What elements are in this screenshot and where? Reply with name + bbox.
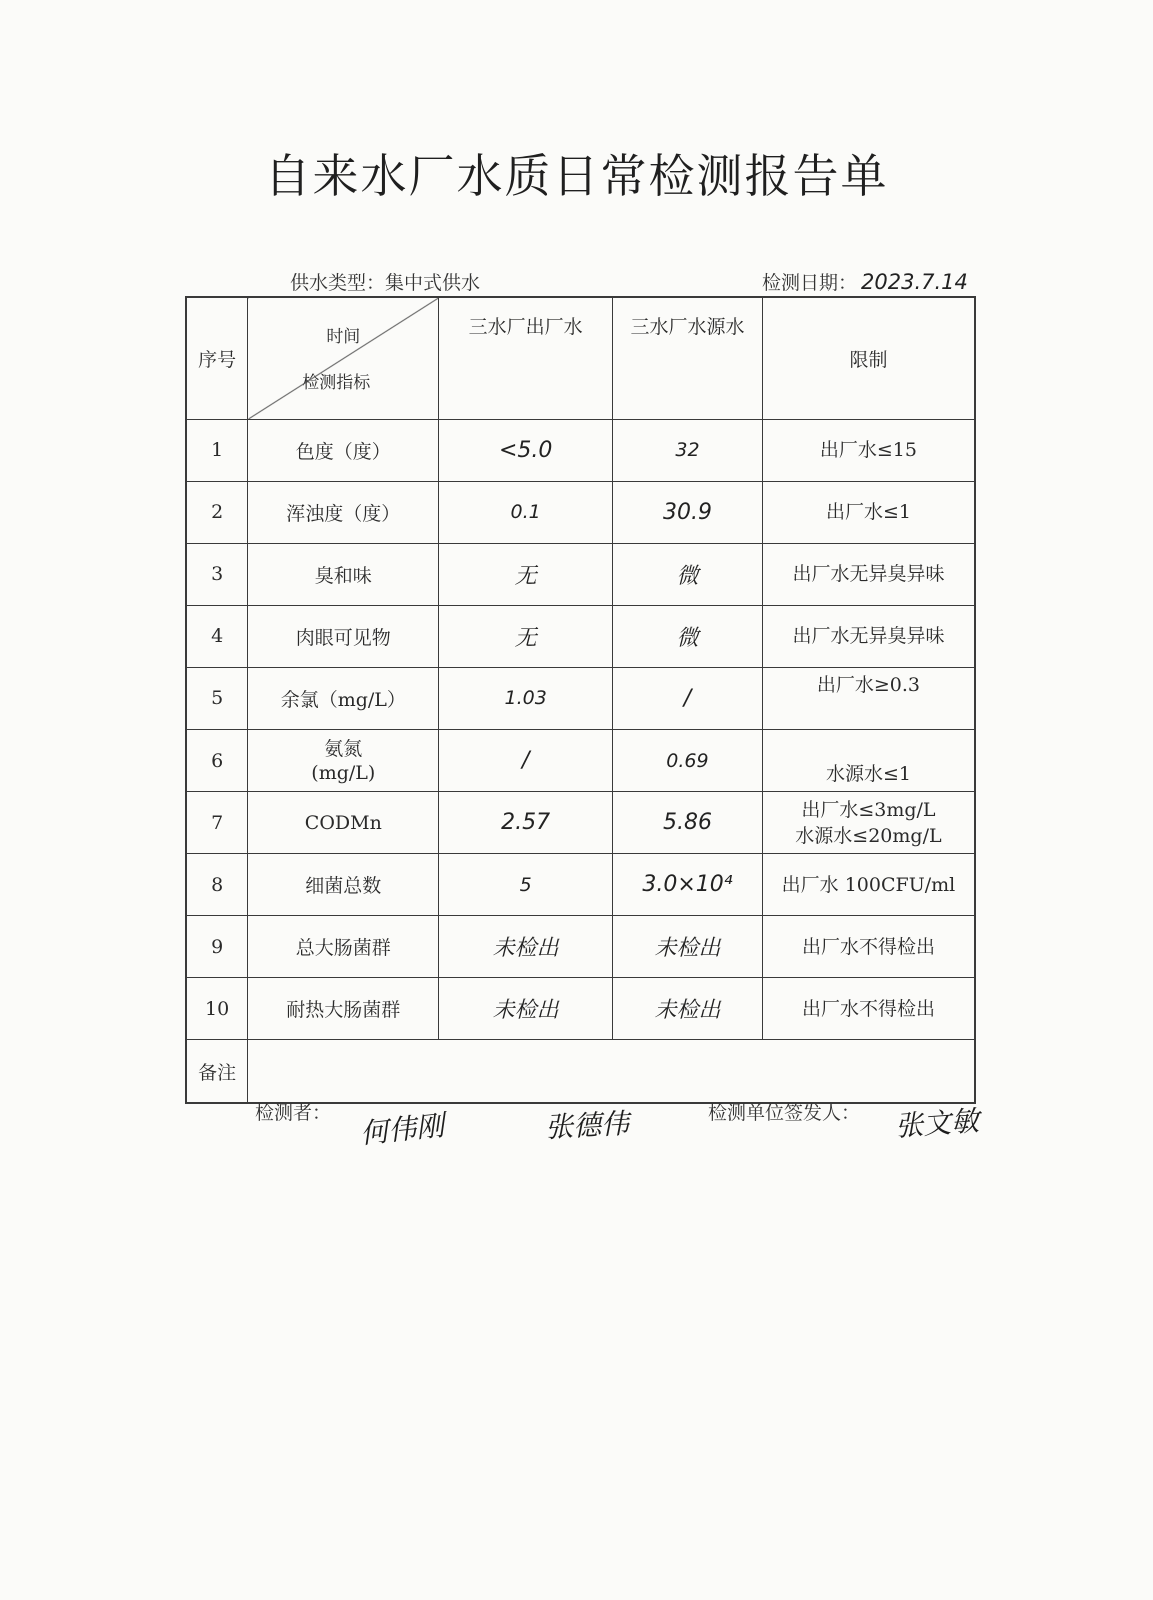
- row-indicator: 臭和味: [248, 543, 439, 605]
- row-src-value: /: [613, 667, 763, 729]
- row-limit-line: 出厂水≤3mg/L: [801, 798, 936, 821]
- row-limit: 出厂水无异臭异味: [762, 605, 975, 667]
- row-src-value: 30.9: [613, 481, 763, 543]
- table-row: [186, 419, 975, 481]
- table-row: [186, 605, 975, 667]
- row-indicator: CODMn: [248, 792, 439, 854]
- row-indicator: 细菌总数: [248, 854, 439, 916]
- header-limit: 限制: [762, 297, 975, 419]
- issuer-signature: 张文敏: [894, 1104, 981, 1143]
- header-col-out: 三水厂出厂水: [439, 297, 613, 419]
- remarks-row: [186, 1040, 975, 1103]
- table-row: [186, 916, 975, 978]
- row-indicator: 总大肠菌群: [248, 916, 439, 978]
- row-no: 9: [186, 916, 248, 978]
- remarks-value: [248, 1040, 975, 1103]
- supply-type: 供水类型：集中式供水: [290, 272, 481, 294]
- remarks-label: 备注: [186, 1040, 248, 1103]
- row-limit: 出厂水不得检出: [762, 916, 975, 978]
- table-row: [186, 854, 975, 916]
- test-date: [762, 268, 968, 295]
- row-indicator: [248, 730, 439, 792]
- row-src-value: 微: [613, 605, 763, 667]
- row-indicator-unit: (mg/L): [311, 761, 376, 784]
- row-src-value: 未检出: [613, 916, 763, 978]
- row-no: 10: [186, 978, 248, 1040]
- row-no: 3: [186, 543, 248, 605]
- row-indicator: 余氯（mg/L）: [248, 667, 439, 729]
- header-col-src: 三水厂水源水: [613, 297, 763, 419]
- issuer-label: 检测单位签发人：: [708, 1102, 861, 1124]
- row-out-value: 未检出: [439, 978, 613, 1040]
- test-date-label: 检测日期：: [762, 272, 858, 294]
- row-out-value: 1.03: [439, 667, 613, 729]
- row-limit: 出厂水不得检出: [762, 978, 975, 1040]
- row-out-value: <5.0: [439, 419, 613, 481]
- row-out-value: 0.1: [439, 481, 613, 543]
- row-out-value: 5: [439, 854, 613, 916]
- report-table: [185, 296, 976, 1104]
- tester-signature-1: 何伟刚: [358, 1108, 446, 1151]
- row-no: 1: [186, 419, 248, 481]
- row-no: 5: [186, 667, 248, 729]
- row-src-value: 微: [613, 543, 763, 605]
- row-src-value: 32: [613, 419, 763, 481]
- row-indicator: 肉眼可见物: [248, 605, 439, 667]
- table-row: [186, 543, 975, 605]
- header-no: 序号: [186, 297, 248, 419]
- row-src-value: 未检出: [613, 978, 763, 1040]
- row-limit: 出厂水无异臭异味: [762, 543, 975, 605]
- row-no: 2: [186, 481, 248, 543]
- row-src-value: 3.0×10⁴: [613, 854, 763, 916]
- row-out-value: 2.57: [439, 792, 613, 854]
- row-limit: 水源水≤1: [762, 730, 975, 792]
- row-limit-line: 水源水≤20mg/L: [795, 824, 942, 847]
- row-no: 7: [186, 792, 248, 854]
- table-header-row: [186, 297, 975, 419]
- header-diagonal: [248, 297, 439, 419]
- table-row: [186, 730, 975, 792]
- row-limit: 出厂水≤15: [762, 419, 975, 481]
- test-date-value: 2023.7.14: [861, 270, 968, 294]
- row-indicator: 浑浊度（度）: [248, 481, 439, 543]
- row-out-value: 无: [439, 605, 613, 667]
- row-limit: [762, 792, 975, 854]
- row-out-value: 未检出: [439, 916, 613, 978]
- row-indicator-name: 氨氮: [324, 737, 363, 760]
- row-limit: 出厂水≥0.3: [762, 667, 975, 729]
- row-no: 8: [186, 854, 248, 916]
- document-title: 自来水厂水质日常检测报告单: [264, 149, 889, 203]
- row-out-value: /: [439, 730, 613, 792]
- row-indicator: 色度（度）: [248, 419, 439, 481]
- table-row: [186, 978, 975, 1040]
- tester-label: 检测者：: [255, 1102, 332, 1124]
- table-row: [186, 667, 975, 729]
- row-limit: 出厂水 100CFU/ml: [762, 854, 975, 916]
- header-indicator: 检测指标: [302, 372, 371, 393]
- tester-signature-2: 张德伟: [544, 1106, 630, 1145]
- row-limit: 出厂水≤1: [762, 481, 975, 543]
- row-no: 4: [186, 605, 248, 667]
- row-no: 6: [186, 730, 248, 792]
- row-src-value: 5.86: [613, 792, 763, 854]
- row-indicator: 耐热大肠菌群: [248, 978, 439, 1040]
- row-out-value: 无: [439, 543, 613, 605]
- row-src-value: 0.69: [613, 730, 763, 792]
- table-row: [186, 792, 975, 854]
- table-row: [186, 481, 975, 543]
- header-time: 时间: [326, 327, 361, 347]
